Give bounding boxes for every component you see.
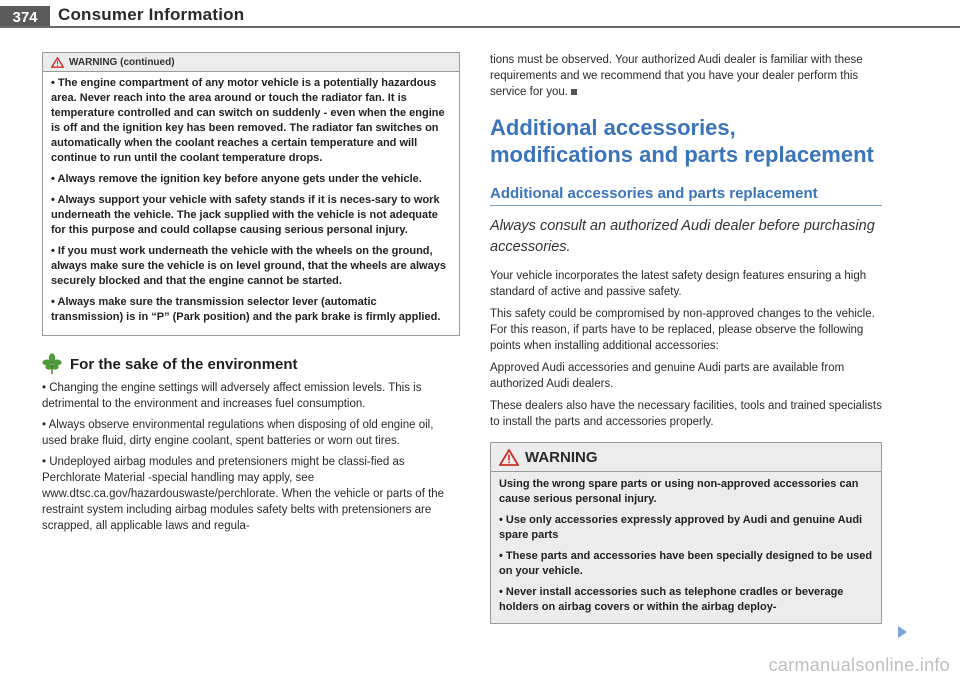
warning-paragraph: • Always support your vehicle with safety stands if it is neces-sary to work underneath the vehicle. The jack supplied with the vehicle is not adequate for this purpose and could collapse causing serious personal injury. xyxy=(51,194,440,236)
warning-paragraph: • These parts and accessories have been specially designed to be used on your vehicle. xyxy=(499,550,873,577)
body-paragraph: This safety could be compromised by non-approved changes to the vehicle. For this reason, if parts have to be replaced, please observe the following points when installing additional accessories: xyxy=(490,308,875,352)
left-column xyxy=(42,52,460,539)
environment-heading xyxy=(42,353,460,375)
warning-paragraph: • Always make sure the transmission selector lever (automatic transmission) is in “P” (Park position) and the park brake is firmly applied. xyxy=(51,296,441,323)
sub-heading: Additional accessories and parts replacement xyxy=(490,184,882,206)
warning-triangle-icon xyxy=(51,57,64,68)
warning-paragraph: • The engine compartment of any motor vehicle is a potentially hazardous area. Never reach into the area around or touch the radiator fan. It is temperature controlled and can switch on suddenly - even when the engine is off and the ignition key has been removed. The radiator fan switches on automatically when the coolant reaches a certain temperature and will continue to run until the coolant temperature drops. xyxy=(51,77,445,164)
body-paragraph: These dealers also have the necessary facilities, tools and trained specialists to install the parts and accessories properly. xyxy=(490,400,882,428)
body-paragraph: Your vehicle incorporates the latest safety design features ensuring a high standard of active and passive safety. xyxy=(490,270,867,298)
body-paragraph: Approved Audi accessories and genuine Audi parts are available from authorized Audi dealers. xyxy=(490,362,845,390)
warning-paragraph: • Always remove the ignition key before anyone gets under the vehicle. xyxy=(51,173,422,185)
page-number: 374 xyxy=(0,6,50,28)
warning-paragraph: • Use only accessories expressly approved by Audi and genuine Audi spare parts xyxy=(499,514,863,541)
warning-title: WARNING xyxy=(525,449,598,466)
section-title: Consumer Information xyxy=(58,5,245,24)
main-heading: Additional accessories, modifications and parts replacement xyxy=(490,115,874,167)
warning-body xyxy=(491,472,881,623)
environment-paragraph: • Always observe environmental regulations when disposing of old engine oil, used brake fluid, dirty engine coolant, spent batteries or worn out tires. xyxy=(42,419,434,447)
continued-text: tions must be observed. Your authorized Audi dealer is familiar with these requirements and we recommend that you have your dealer perform this service for you. xyxy=(490,54,863,98)
environment-list xyxy=(42,380,460,534)
warning-title: WARNING (continued) xyxy=(69,57,175,68)
environment-paragraph: • Undeployed airbag modules and pretensioners might be classi-fied as Perchlorate Material -special handling may apply, see www.dtsc.ca.gov/hazardouswaste/perchlorate. When the vehicle or parts of the restraint system including airbag modules safety belts with pretensioners are scrapped, all applicable laws and regula- xyxy=(42,456,445,532)
environment-title: For the sake of the environment xyxy=(70,355,298,373)
warning-body xyxy=(43,72,459,335)
warning-header xyxy=(491,443,881,472)
warning-triangle-icon xyxy=(499,449,519,466)
end-of-section-icon xyxy=(571,89,577,95)
continued-paragraph xyxy=(490,52,882,100)
header-rule xyxy=(0,26,960,28)
watermark: carmanualsonline.info xyxy=(768,655,950,675)
intro-text: Always consult an authorized Audi dealer before purchasing accessories. xyxy=(490,218,875,255)
environment-paragraph: • Changing the engine settings will adversely affect emission levels. This is detrimental to the environment and increases fuel consumption. xyxy=(42,382,422,410)
warning-box-continued xyxy=(42,52,460,336)
warning-paragraph: Using the wrong spare parts or using non-approved accessories can cause serious personal injury. xyxy=(499,478,859,505)
environment-leaf-icon xyxy=(42,353,62,375)
next-page-arrow-icon xyxy=(898,626,907,638)
page-header xyxy=(0,0,960,28)
warning-paragraph: • If you must work underneath the vehicle with the wheels on the ground, always make sure the vehicle is on level ground, that the wheels are always securely blocked and that the engine cannot be started. xyxy=(51,245,446,287)
warning-paragraph: • Never install accessories such as telephone cradles or beverage holders on airbag covers or within the airbag deploy- xyxy=(499,586,844,613)
warning-box xyxy=(490,442,882,624)
warning-header xyxy=(43,53,459,72)
right-column xyxy=(490,52,882,624)
